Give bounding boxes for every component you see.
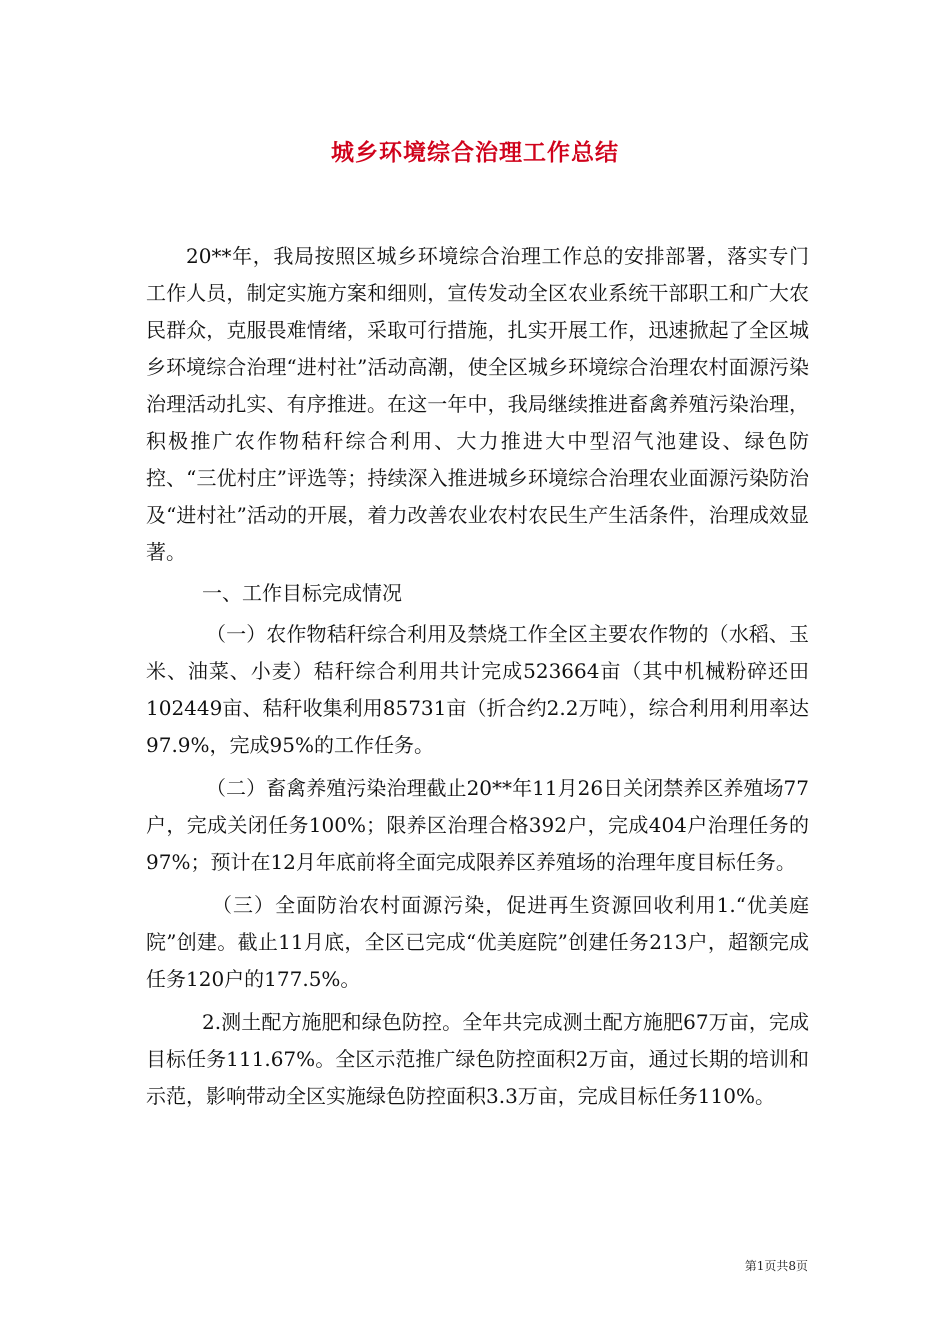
document-title: 城乡环境综合治理工作总结 xyxy=(331,139,619,166)
page-indicator: 第1页共8页 xyxy=(744,1259,808,1273)
section-heading-work-goals: 一、工作目标完成情况 xyxy=(202,581,402,605)
document-body xyxy=(146,238,809,1115)
paragraph-fertilization: 2.测土配方施肥和绿色防控。全年共完成测土配方施肥67万亩，完成目标任务111.67%。全区示范推广绿色防控面积2万亩，通过长期的培训和示范，影响带动全区实施绿色防控面积3.3万亩，完成目标任务110%。 xyxy=(146,1010,809,1108)
paragraph-livestock-pollution: （二）畜禽养殖污染治理截止20**年11月26日关闭禁养区养殖场77户，完成关闭任务100%；限养区治理合格392户，完成404户治理任务的97%；预计在12月年底前将全面完成限养区养殖场的治理年度目标任务。 xyxy=(146,776,809,874)
paragraph-straw-utilization: （一）农作物秸秆综合利用及禁烧工作全区主要农作物的（水稻、玉米、油菜、小麦）秸秆综合利用共计完成523664亩（其中机械粉碎还田102449亩、秸秆收集利用85731亩（折合约2.2万吨），综合利用利用率达97.9%，完成95%的工作任务。 xyxy=(146,622,809,757)
paragraph-rural-pollution: （三）全面防治农村面源污染，促进再生资源回收利用1.“优美庭院”创建。截止11月底，全区已完成“优美庭院”创建任务213户，超额完成任务120户的177.5%。 xyxy=(146,893,809,991)
paragraph-intro: 20**年，我局按照区城乡环境综合治理工作总的安排部署，落实专门工作人员，制定实施方案和细则，宣传发动全区农业系统干部职工和广大农民群众，克服畏难情绪，采取可行措施，扎实开展工作，迅速掀起了全区城乡环境综合治理“进村社”活动高潮，使全区城乡环境综合治理农村面源污染治理活动扎实、有序推进。在这一年中，我局继续推进畜禽养殖污染治理，积极推广农作物秸秆综合利用、大力推进大中型沼气池建设、绿色防控、“三优村庄”评选等；持续深入推进城乡环境综合治理农业面源污染防治及“进村社”活动的开展，着力改善农业农村农民生产生活条件，治理成效显著。 xyxy=(146,244,809,564)
